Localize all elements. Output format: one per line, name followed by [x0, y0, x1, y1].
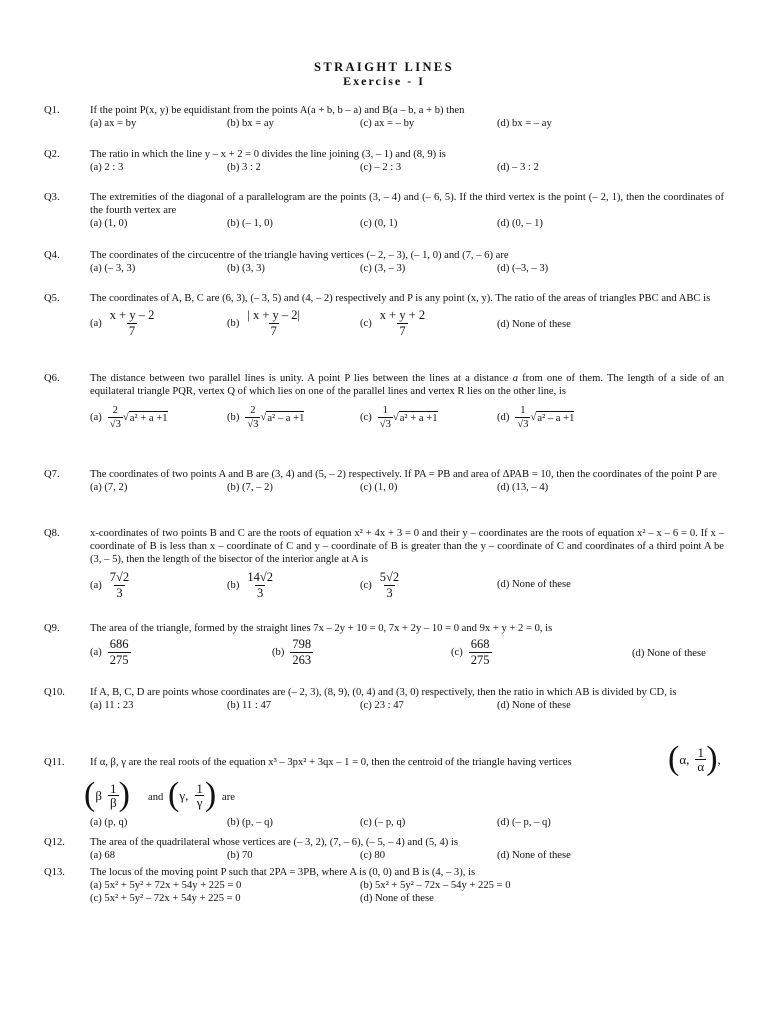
- option-a: (a) (7, 2): [90, 482, 128, 493]
- option-b: (b) (p, – q): [227, 817, 273, 828]
- option-c: [360, 570, 401, 601]
- question-number: Q12.: [44, 837, 65, 848]
- fraction: [245, 570, 275, 601]
- question-number: Q10.: [44, 687, 65, 698]
- sqrt-sign: √: [122, 412, 129, 423]
- option-label: (c): [360, 318, 372, 329]
- question-number: Q11.: [44, 757, 65, 768]
- and-text: and: [148, 792, 164, 803]
- question-7: [44, 468, 724, 494]
- numerator: 14√2: [247, 570, 273, 584]
- option-c: (c) 5x² + 5y² – 72x + 54y + 225 = 0: [90, 893, 241, 904]
- option-d: (d) (– p, – q): [497, 817, 551, 828]
- question-number: Q9.: [44, 623, 60, 634]
- option-a: (a) 2 : 3: [90, 162, 124, 173]
- numerator: x + y – 2: [109, 308, 155, 322]
- option-label: (b): [227, 580, 240, 591]
- radicand: a² – a +1: [537, 412, 575, 424]
- numerator: 1: [697, 744, 705, 760]
- question-stem: If α, β, γ are the real roots of the equation x³ – 3px² + 3qx – 1 = 0, then the centroid of the triangle having vertices: [90, 757, 572, 768]
- option-a: (a) 68: [90, 850, 115, 861]
- numerator: | x + y – 2|: [247, 308, 301, 322]
- numerator: 686: [109, 637, 129, 651]
- option-c: [360, 308, 427, 339]
- option-d: (d) bx = – ay: [497, 118, 552, 129]
- question-stem: If the point P(x, y) be equidistant from the points A(a + b, b – a) and B(a – b, a + b) then: [90, 105, 465, 116]
- fraction: [245, 404, 260, 431]
- option-a: (a) 11 : 23: [90, 700, 134, 711]
- denominator: √3: [517, 419, 529, 430]
- denominator: √3: [109, 419, 121, 430]
- option-c: (c) (3, – 3): [360, 263, 406, 274]
- option-c: [451, 637, 492, 668]
- option-a: [90, 308, 156, 339]
- option-d: (d) None of these: [497, 319, 571, 330]
- option-b: (b) 70: [227, 850, 253, 861]
- option-d: (d) None of these: [360, 893, 434, 904]
- question-3: [44, 191, 724, 230]
- option-a: [90, 570, 131, 601]
- question-number: Q1.: [44, 105, 60, 116]
- option-label: (b): [227, 412, 240, 423]
- question-stem: The coordinates of the circucentre of the triangle having vertices (– 2, – 3), (– 1, 0) and (7, – 6) are: [90, 250, 509, 261]
- option-a: [90, 637, 131, 668]
- question-stem: The locus of the moving point P such that 2PA = 3PB, where A is (0, 0) and B is (4, – 3), is: [90, 867, 476, 878]
- numerator: 2: [112, 405, 118, 416]
- numerator: 1: [196, 780, 203, 796]
- question-5: [44, 292, 724, 337]
- option-label: (a): [90, 318, 102, 329]
- option-b: (b) 5x² + 5y² – 72x – 54y + 225 = 0: [360, 880, 511, 891]
- beta-coord: β: [95, 787, 102, 803]
- denominator: 263: [292, 653, 312, 667]
- question-number: Q7.: [44, 469, 60, 480]
- denominator: 275: [109, 653, 129, 667]
- alpha-coord: α,: [679, 751, 690, 767]
- question-stem: [90, 372, 724, 398]
- option-b: [227, 308, 302, 339]
- fraction: [194, 782, 205, 809]
- option-b: (b) (7, – 2): [227, 482, 273, 493]
- stem-text: from one of them. The length of a side of an equilateral triangle PQR, vertex Q of which lies on one of the parallel lines and vertex R lies on the other line, is: [90, 373, 724, 397]
- option-d: (d) (0, – 1): [497, 218, 543, 229]
- question-13: [44, 866, 724, 905]
- denominator: 7: [399, 324, 406, 338]
- question-number: Q3.: [44, 192, 60, 203]
- denominator: 275: [470, 653, 490, 667]
- fraction: [515, 404, 530, 431]
- denominator: 3: [386, 586, 393, 600]
- option-c: (c) 80: [360, 850, 385, 861]
- option-d: (d) None of these: [497, 579, 571, 590]
- denominator: √3: [379, 419, 391, 430]
- option-c: (c) (0, 1): [360, 218, 398, 229]
- question-number: Q2.: [44, 149, 60, 160]
- fraction: [108, 570, 131, 601]
- question-4: [44, 249, 724, 275]
- question-stem: The ratio in which the line y – x + 2 = 0 divides the line joining (3, – 1) and (8, 9) is: [90, 149, 446, 160]
- option-d: (d) None of these: [632, 648, 706, 659]
- option-a: [90, 404, 168, 431]
- fraction: [290, 637, 313, 668]
- numerator: 798: [292, 637, 312, 651]
- denominator: α: [697, 758, 705, 774]
- option-b: (b) 11 : 47: [227, 700, 272, 711]
- question-number: Q8.: [44, 528, 60, 539]
- question-1: [44, 104, 724, 130]
- option-d: (d) – 3 : 2: [497, 162, 539, 173]
- option-d: [497, 404, 574, 431]
- numerator: x + y + 2: [379, 308, 426, 322]
- option-label: (a): [90, 412, 102, 423]
- fraction: [695, 746, 706, 773]
- fraction: [108, 637, 131, 668]
- option-b: (b) bx = ay: [227, 118, 274, 129]
- option-b: (b) (– 1, 0): [227, 218, 273, 229]
- option-a: (a) ax = by: [90, 118, 137, 129]
- option-c: (c) (– p, q): [360, 817, 406, 828]
- numerator: 668: [470, 637, 490, 651]
- option-b: [227, 570, 275, 601]
- option-label: (c): [360, 412, 372, 423]
- option-d: (d) (13, – 4): [497, 482, 549, 493]
- radicand: a² + a +1: [399, 412, 438, 424]
- vertex-gamma: ( γ, $\frac{1}{\gamma}$ ): [168, 776, 217, 813]
- option-a: (a) (– 3, 3): [90, 263, 136, 274]
- question-stem: The coordinates of two points A and B are (3, 4) and (5, – 2) respectively. If PA = PB and area of ΔPAB = 10, then the coordinates of the point P are: [90, 469, 717, 480]
- option-b: [227, 404, 304, 431]
- option-c: (c) – 2 : 3: [360, 162, 402, 173]
- numerator: 5√2: [379, 570, 400, 584]
- stem-text: The distance between two parallel lines is unity. A point P lies between the lines at a distance: [90, 373, 513, 384]
- option-label: (c): [451, 647, 463, 658]
- numerator: 1: [110, 780, 117, 796]
- sqrt-sign: √: [260, 412, 267, 423]
- question-stem: The area of the triangle, formed by the straight lines 7x – 2y + 10 = 0, 7x + 2y – 10 = 0 and 9x + y + 2 = 0, is: [90, 623, 553, 634]
- fraction: [378, 570, 401, 601]
- fraction: [108, 308, 157, 339]
- question-number: Q5.: [44, 293, 60, 304]
- question-number: Q13.: [44, 867, 65, 878]
- question-stem: x-coordinates of two points B and C are the roots of equation x² + 4x + 3 = 0 and their y – coordinates are the roots of equation x² – x – 6 = 0. If x – coordinate of B is less than x – coordinate of C and y – coordinate of B is greater than the y – coordinate of C and coordinates of a third point A be (3, – 5), then the length of the bisector of the interior angle at A is: [90, 528, 724, 565]
- radicand: a² + a +1: [129, 412, 168, 424]
- vertex-alpha: ( α, $\frac{1}{\alpha}$ ) ,: [668, 740, 721, 777]
- question-number: Q4.: [44, 250, 60, 261]
- option-c: (c) (1, 0): [360, 482, 398, 493]
- option-b: [272, 637, 313, 668]
- sqrt-sign: √: [392, 412, 399, 423]
- question-stem: The coordinates of A, B, C are (6, 3), (– 3, 5) and (4, – 2) respectively and P is any point (x, y). The ratio of the areas of triangles PBC and ABC is: [90, 293, 711, 304]
- numerator: 1: [382, 405, 388, 416]
- numerator: 1: [520, 405, 526, 416]
- denominator: 7: [128, 324, 136, 338]
- option-label: (d): [497, 412, 510, 423]
- denominator: √3: [247, 419, 259, 430]
- fraction: [469, 637, 492, 668]
- denominator: 7: [270, 324, 277, 338]
- denominator: 3: [257, 586, 264, 600]
- option-label: (a): [90, 580, 102, 591]
- question-stem: If A, B, C, D are points whose coordinates are (– 2, 3), (8, 9), (0, 4) and (3, 0) respectively, then the ratio in which AB is divided by CD, is: [90, 687, 677, 698]
- radicand: a² – a +1: [267, 412, 305, 424]
- option-b: (b) 3 : 2: [227, 162, 261, 173]
- sqrt-sign: √: [530, 412, 537, 423]
- exercise-subtitle: Exercise - I: [343, 74, 425, 88]
- fraction: [378, 308, 427, 339]
- fraction: [245, 308, 302, 339]
- denominator: γ: [196, 794, 203, 810]
- question-stem: The area of the quadrilateral whose vertices are (– 3, 2), (7, – 6), (– 5, – 4) and (5, 4) is: [90, 837, 458, 848]
- option-d: (d) (–3, – 3): [497, 263, 549, 274]
- numerator: 2: [250, 405, 256, 416]
- fraction: [108, 404, 123, 431]
- page-title: STRAIGHT LINES: [313, 60, 454, 74]
- option-c: [360, 404, 438, 431]
- question-stem: The extremities of the diagonal of a parallelogram are the points (3, – 4) and (– 6, 5). If the third vertex is the point (– 2, 1), then the coordinates of the fourth vertex are: [90, 192, 724, 216]
- option-c: (c) ax = – by: [360, 118, 415, 129]
- question-9: [44, 622, 724, 679]
- denominator: β: [109, 794, 117, 810]
- question-2: [44, 148, 724, 174]
- are-text: are: [222, 792, 235, 803]
- vertex-beta: ( β $\frac{1}{\beta}$ ): [84, 776, 130, 813]
- fraction: [378, 404, 393, 431]
- numerator: 7√2: [109, 570, 130, 584]
- question-10: [44, 686, 724, 712]
- option-a: (a) (1, 0): [90, 218, 128, 229]
- question-12: [44, 836, 724, 862]
- option-a: (a) (p, q): [90, 817, 128, 828]
- option-label: (c): [360, 580, 372, 591]
- option-label: (b): [272, 647, 285, 658]
- denominator: 3: [116, 586, 123, 600]
- question-number: Q6.: [44, 373, 60, 384]
- question-8: [44, 527, 724, 604]
- option-a: (a) 5x² + 5y² + 72x + 54y + 225 = 0: [90, 880, 242, 891]
- option-d: (d) None of these: [497, 700, 571, 711]
- question-11: [44, 740, 724, 829]
- option-d: (d) None of these: [497, 850, 571, 861]
- option-c: (c) 23 : 47: [360, 700, 404, 711]
- question-6: [44, 372, 724, 434]
- option-label: (a): [90, 647, 102, 658]
- variable-a: a: [512, 373, 519, 384]
- option-label: (b): [227, 318, 240, 329]
- option-b: (b) (3, 3): [227, 263, 265, 274]
- gamma-coord: γ,: [179, 787, 189, 803]
- fraction: [108, 782, 119, 809]
